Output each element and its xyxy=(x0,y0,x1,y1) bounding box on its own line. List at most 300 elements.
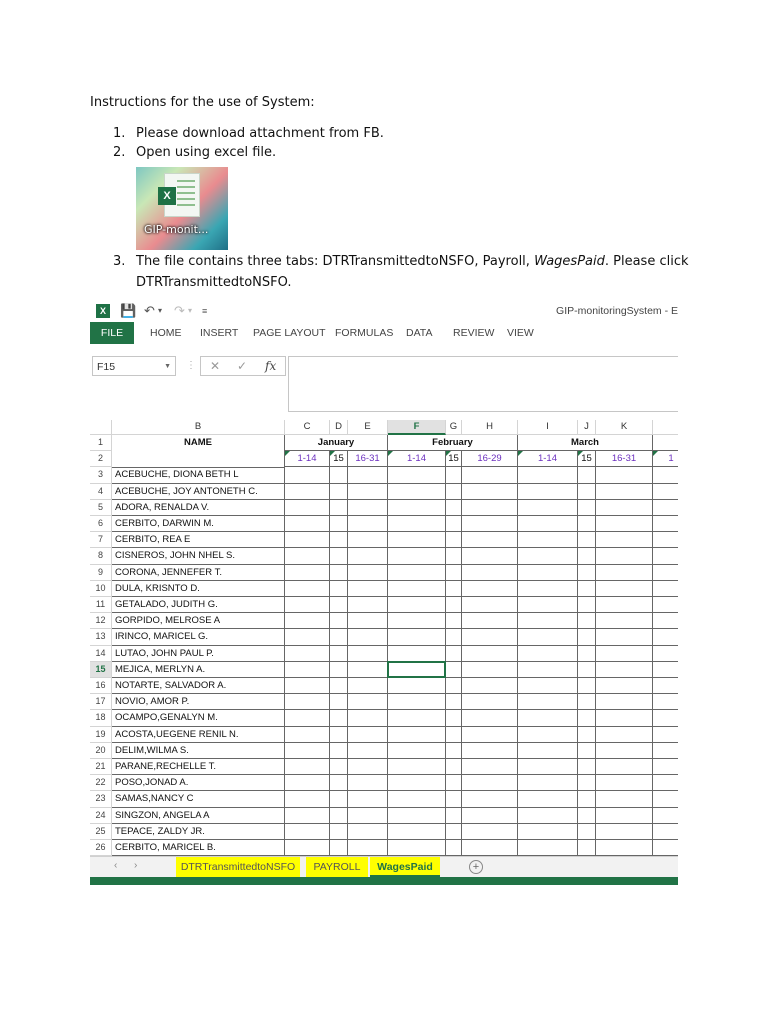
data-cell[interactable] xyxy=(462,710,518,726)
name-cell[interactable]: CERBITO, DARWIN M. xyxy=(112,516,285,532)
data-cell[interactable] xyxy=(596,759,653,775)
data-cell[interactable] xyxy=(462,565,518,581)
row-header[interactable]: 1 xyxy=(90,435,112,451)
data-cell[interactable] xyxy=(285,727,330,743)
data-cell[interactable] xyxy=(653,808,678,824)
name-cell[interactable]: SINGZON, ANGELA A xyxy=(112,808,285,824)
data-cell[interactable] xyxy=(388,629,446,645)
name-cell[interactable]: CERBITO, MARICEL B. xyxy=(112,840,285,856)
customize-toolbar-icon[interactable]: ≡ xyxy=(202,306,208,316)
month-header[interactable]: February xyxy=(388,435,518,451)
data-cell[interactable] xyxy=(446,662,462,678)
data-cell[interactable] xyxy=(578,532,596,548)
row-header[interactable]: 17 xyxy=(90,694,112,710)
data-cell[interactable] xyxy=(285,516,330,532)
data-cell[interactable] xyxy=(596,743,653,759)
data-cell[interactable] xyxy=(348,597,388,613)
data-cell[interactable] xyxy=(348,759,388,775)
chevron-down-icon[interactable]: ▼ xyxy=(164,363,171,370)
data-cell[interactable] xyxy=(446,532,462,548)
data-cell[interactable] xyxy=(388,484,446,500)
period-header[interactable]: 16-31 xyxy=(596,451,653,467)
month-header-partial[interactable] xyxy=(653,435,678,451)
select-all-corner[interactable] xyxy=(90,420,112,435)
enter-icon[interactable]: ✓ xyxy=(237,359,248,373)
data-cell[interactable] xyxy=(596,791,653,807)
row-header[interactable]: 12 xyxy=(90,613,112,629)
data-cell[interactable] xyxy=(596,597,653,613)
row-header[interactable]: 11 xyxy=(90,597,112,613)
column-header-e[interactable]: E xyxy=(348,420,388,435)
data-cell[interactable] xyxy=(653,629,678,645)
ribbon-tab-formulas[interactable]: FORMULAS xyxy=(335,327,394,339)
data-cell[interactable] xyxy=(446,467,462,483)
name-cell[interactable]: CERBITO, REA E xyxy=(112,532,285,548)
data-cell[interactable] xyxy=(653,694,678,710)
ribbon-tab-review[interactable]: REVIEW xyxy=(453,327,495,339)
data-cell[interactable] xyxy=(578,467,596,483)
save-icon[interactable]: 💾 xyxy=(120,303,137,318)
data-cell[interactable] xyxy=(330,678,348,694)
row-header[interactable]: 23 xyxy=(90,791,112,807)
row-header[interactable]: 5 xyxy=(90,500,112,516)
excel-file-thumbnail[interactable] xyxy=(136,167,228,250)
data-cell[interactable] xyxy=(285,613,330,629)
data-cell[interactable] xyxy=(518,662,578,678)
data-cell[interactable] xyxy=(446,500,462,516)
row-header[interactable]: 9 xyxy=(90,565,112,581)
data-cell[interactable] xyxy=(446,710,462,726)
name-cell[interactable]: GETALADO, JUDITH G. xyxy=(112,597,285,613)
row-header[interactable]: 21 xyxy=(90,759,112,775)
data-cell[interactable] xyxy=(518,759,578,775)
data-cell[interactable] xyxy=(596,808,653,824)
column-header-partial[interactable] xyxy=(653,420,678,435)
data-cell[interactable] xyxy=(596,613,653,629)
undo-icon[interactable]: ↶ xyxy=(144,303,155,318)
sheet-tab-dtr[interactable]: DTRTransmittedtoNSFO xyxy=(176,857,300,877)
data-cell[interactable] xyxy=(653,548,678,564)
data-cell[interactable] xyxy=(348,824,388,840)
data-cell[interactable] xyxy=(388,532,446,548)
data-cell[interactable] xyxy=(285,808,330,824)
name-cell[interactable]: CORONA, JENNEFER T. xyxy=(112,565,285,581)
period-header[interactable]: 15 xyxy=(578,451,596,467)
data-cell[interactable] xyxy=(518,824,578,840)
data-cell[interactable] xyxy=(518,532,578,548)
row-header[interactable]: 20 xyxy=(90,743,112,759)
data-cell[interactable] xyxy=(518,565,578,581)
column-header-j[interactable]: J xyxy=(578,420,596,435)
data-cell[interactable] xyxy=(578,791,596,807)
data-cell[interactable] xyxy=(578,808,596,824)
data-cell[interactable] xyxy=(330,824,348,840)
data-cell[interactable] xyxy=(330,646,348,662)
data-cell[interactable] xyxy=(348,629,388,645)
data-cell[interactable] xyxy=(518,775,578,791)
data-cell[interactable] xyxy=(348,775,388,791)
data-cell[interactable] xyxy=(330,467,348,483)
data-cell[interactable] xyxy=(596,565,653,581)
data-cell[interactable] xyxy=(348,808,388,824)
redo-icon[interactable]: ↷ xyxy=(174,303,185,318)
data-cell[interactable] xyxy=(330,532,348,548)
data-cell[interactable] xyxy=(596,467,653,483)
row-header[interactable]: 18 xyxy=(90,710,112,726)
ribbon-tab-page-layout[interactable]: PAGE LAYOUT xyxy=(253,327,326,339)
name-cell[interactable]: OCAMPO,GENALYN M. xyxy=(112,710,285,726)
data-cell[interactable] xyxy=(388,759,446,775)
row-header[interactable]: 3 xyxy=(90,467,112,483)
data-cell[interactable] xyxy=(388,548,446,564)
data-cell[interactable] xyxy=(578,840,596,856)
data-cell[interactable] xyxy=(446,629,462,645)
name-cell[interactable]: DELIM,WILMA S. xyxy=(112,743,285,759)
name-cell[interactable]: NOVIO, AMOR P. xyxy=(112,694,285,710)
data-cell[interactable] xyxy=(285,597,330,613)
name-cell[interactable]: ACEBUCHE, DIONA BETH L xyxy=(112,467,285,483)
sheet-tab-wagespaid[interactable]: WagesPaid xyxy=(370,857,440,877)
data-cell[interactable] xyxy=(518,694,578,710)
data-cell[interactable] xyxy=(330,775,348,791)
data-cell[interactable] xyxy=(348,565,388,581)
data-cell[interactable] xyxy=(518,500,578,516)
data-cell[interactable] xyxy=(388,467,446,483)
period-header[interactable]: 15 xyxy=(330,451,348,467)
data-cell[interactable] xyxy=(518,678,578,694)
data-cell[interactable] xyxy=(285,646,330,662)
column-header-c[interactable]: C xyxy=(285,420,330,435)
data-cell[interactable] xyxy=(462,500,518,516)
data-cell[interactable] xyxy=(578,613,596,629)
data-cell[interactable] xyxy=(518,516,578,532)
row-header[interactable]: 15 xyxy=(90,662,112,678)
row-header[interactable]: 7 xyxy=(90,532,112,548)
period-header[interactable]: 16-29 xyxy=(462,451,518,467)
data-cell[interactable] xyxy=(348,500,388,516)
data-cell[interactable] xyxy=(578,694,596,710)
column-header-h[interactable]: H xyxy=(462,420,518,435)
data-cell[interactable] xyxy=(388,597,446,613)
data-cell[interactable] xyxy=(518,646,578,662)
data-cell[interactable] xyxy=(578,597,596,613)
data-cell[interactable] xyxy=(518,808,578,824)
data-cell[interactable] xyxy=(330,808,348,824)
name-cell[interactable]: LUTAO, JOHN PAUL P. xyxy=(112,646,285,662)
data-cell[interactable] xyxy=(653,613,678,629)
data-cell[interactable] xyxy=(446,548,462,564)
name-cell[interactable]: POSO,JONAD A. xyxy=(112,775,285,791)
data-cell[interactable] xyxy=(446,791,462,807)
data-cell[interactable] xyxy=(330,565,348,581)
data-cell[interactable] xyxy=(388,516,446,532)
row-header[interactable]: 24 xyxy=(90,808,112,824)
redo-dropdown-icon[interactable]: ▾ xyxy=(188,306,193,315)
data-cell[interactable] xyxy=(462,662,518,678)
data-cell[interactable] xyxy=(446,678,462,694)
column-header-g[interactable]: G xyxy=(446,420,462,435)
name-cell[interactable]: DULA, KRISNTO D. xyxy=(112,581,285,597)
data-cell[interactable] xyxy=(578,548,596,564)
data-cell[interactable] xyxy=(653,500,678,516)
data-cell[interactable] xyxy=(578,500,596,516)
data-cell[interactable] xyxy=(518,743,578,759)
data-cell[interactable] xyxy=(330,662,348,678)
data-cell[interactable] xyxy=(653,516,678,532)
data-cell[interactable] xyxy=(518,727,578,743)
data-cell[interactable] xyxy=(462,484,518,500)
data-cell[interactable] xyxy=(462,694,518,710)
ribbon-tab-data[interactable]: DATA xyxy=(406,327,433,339)
data-cell[interactable] xyxy=(518,710,578,726)
data-cell[interactable] xyxy=(330,597,348,613)
data-cell[interactable] xyxy=(348,710,388,726)
data-cell[interactable] xyxy=(446,597,462,613)
data-cell[interactable] xyxy=(462,646,518,662)
data-cell[interactable] xyxy=(653,840,678,856)
data-cell[interactable] xyxy=(285,548,330,564)
data-cell[interactable] xyxy=(462,548,518,564)
data-cell[interactable] xyxy=(462,727,518,743)
data-cell[interactable] xyxy=(348,662,388,678)
data-cell[interactable] xyxy=(446,808,462,824)
data-cell[interactable] xyxy=(285,565,330,581)
data-cell[interactable] xyxy=(285,532,330,548)
data-cell[interactable] xyxy=(518,484,578,500)
name-cell[interactable]: MEJICA, MERLYN A. xyxy=(112,662,285,678)
data-cell[interactable] xyxy=(596,710,653,726)
name-box[interactable] xyxy=(92,356,176,376)
data-cell[interactable] xyxy=(653,727,678,743)
data-cell[interactable] xyxy=(653,467,678,483)
period-header[interactable]: 16-31 xyxy=(348,451,388,467)
data-cell[interactable] xyxy=(518,548,578,564)
name-cell[interactable]: ACEBUCHE, JOY ANTONETH C. xyxy=(112,484,285,500)
data-cell[interactable] xyxy=(518,840,578,856)
row-header[interactable]: 4 xyxy=(90,484,112,500)
data-cell[interactable] xyxy=(348,646,388,662)
data-cell[interactable] xyxy=(578,484,596,500)
period-header[interactable]: 1-14 xyxy=(388,451,446,467)
data-cell[interactable] xyxy=(388,613,446,629)
data-cell[interactable] xyxy=(285,694,330,710)
row-header[interactable]: 26 xyxy=(90,840,112,856)
data-cell[interactable] xyxy=(285,759,330,775)
data-cell[interactable] xyxy=(388,824,446,840)
data-cell[interactable] xyxy=(578,824,596,840)
data-cell[interactable] xyxy=(578,743,596,759)
data-cell[interactable] xyxy=(285,581,330,597)
period-header[interactable]: 15 xyxy=(446,451,462,467)
column-header-k[interactable]: K xyxy=(596,420,653,435)
data-cell[interactable] xyxy=(653,565,678,581)
data-cell[interactable] xyxy=(578,581,596,597)
data-cell[interactable] xyxy=(388,646,446,662)
data-cell[interactable] xyxy=(446,646,462,662)
data-cell[interactable] xyxy=(462,629,518,645)
name-cell[interactable]: ADORA, RENALDA V. xyxy=(112,500,285,516)
data-cell[interactable] xyxy=(330,629,348,645)
data-cell[interactable] xyxy=(285,484,330,500)
row-header[interactable]: 13 xyxy=(90,629,112,645)
data-cell[interactable] xyxy=(596,840,653,856)
data-cell[interactable] xyxy=(388,581,446,597)
data-cell[interactable] xyxy=(330,548,348,564)
data-cell[interactable] xyxy=(330,613,348,629)
data-cell[interactable] xyxy=(285,629,330,645)
data-cell[interactable] xyxy=(578,646,596,662)
row-header[interactable]: 19 xyxy=(90,727,112,743)
data-cell[interactable] xyxy=(462,791,518,807)
data-cell[interactable] xyxy=(462,808,518,824)
data-cell[interactable] xyxy=(518,791,578,807)
name-cell[interactable]: NOTARTE, SALVADOR A. xyxy=(112,678,285,694)
name-cell[interactable]: CISNEROS, JOHN NHEL S. xyxy=(112,548,285,564)
data-cell[interactable] xyxy=(596,629,653,645)
data-cell[interactable] xyxy=(596,775,653,791)
data-cell[interactable] xyxy=(446,727,462,743)
data-cell[interactable] xyxy=(596,727,653,743)
month-header[interactable]: January xyxy=(285,435,388,451)
data-cell[interactable] xyxy=(596,500,653,516)
data-cell[interactable] xyxy=(462,581,518,597)
data-cell[interactable] xyxy=(596,581,653,597)
ribbon-tab-home[interactable]: HOME xyxy=(150,327,182,339)
data-cell[interactable] xyxy=(285,775,330,791)
data-cell[interactable] xyxy=(388,565,446,581)
data-cell[interactable] xyxy=(653,581,678,597)
row-header[interactable]: 6 xyxy=(90,516,112,532)
data-cell[interactable] xyxy=(462,597,518,613)
data-cell[interactable] xyxy=(653,678,678,694)
data-cell[interactable] xyxy=(653,532,678,548)
data-cell[interactable] xyxy=(446,775,462,791)
data-cell[interactable] xyxy=(578,710,596,726)
data-cell[interactable] xyxy=(348,840,388,856)
data-cell[interactable] xyxy=(578,759,596,775)
data-cell[interactable] xyxy=(653,710,678,726)
period-header[interactable]: 1-14 xyxy=(518,451,578,467)
data-cell[interactable] xyxy=(285,791,330,807)
data-cell[interactable] xyxy=(596,548,653,564)
data-cell[interactable] xyxy=(330,516,348,532)
data-cell[interactable] xyxy=(596,662,653,678)
data-cell[interactable] xyxy=(285,710,330,726)
data-cell[interactable] xyxy=(653,775,678,791)
data-cell[interactable] xyxy=(348,467,388,483)
data-cell[interactable] xyxy=(388,727,446,743)
name-cell[interactable]: IRINCO, MARICEL G. xyxy=(112,629,285,645)
row-header[interactable]: 22 xyxy=(90,775,112,791)
data-cell[interactable] xyxy=(348,484,388,500)
data-cell[interactable] xyxy=(388,694,446,710)
data-cell[interactable] xyxy=(285,840,330,856)
period-header[interactable]: 1-14 xyxy=(285,451,330,467)
data-cell[interactable] xyxy=(462,532,518,548)
data-cell[interactable] xyxy=(518,581,578,597)
data-cell[interactable] xyxy=(462,467,518,483)
data-cell[interactable] xyxy=(653,597,678,613)
data-cell[interactable] xyxy=(596,532,653,548)
data-cell[interactable] xyxy=(653,824,678,840)
sheet-tab-payroll[interactable]: PAYROLL xyxy=(306,857,368,877)
data-cell[interactable] xyxy=(388,710,446,726)
data-cell[interactable] xyxy=(285,500,330,516)
data-cell[interactable] xyxy=(388,775,446,791)
data-cell[interactable] xyxy=(446,581,462,597)
ribbon-tab-insert[interactable]: INSERT xyxy=(200,327,239,339)
data-cell[interactable] xyxy=(446,840,462,856)
name-cell[interactable]: PARANE,RECHELLE T. xyxy=(112,759,285,775)
data-cell[interactable] xyxy=(348,791,388,807)
column-header-f[interactable]: F xyxy=(388,420,446,435)
data-cell[interactable] xyxy=(596,646,653,662)
data-cell[interactable] xyxy=(462,840,518,856)
row-header[interactable]: 25 xyxy=(90,824,112,840)
data-cell[interactable] xyxy=(446,743,462,759)
data-cell[interactable] xyxy=(653,646,678,662)
data-cell[interactable] xyxy=(348,727,388,743)
data-cell[interactable] xyxy=(348,548,388,564)
data-cell[interactable] xyxy=(285,743,330,759)
data-cell[interactable] xyxy=(388,840,446,856)
data-cell[interactable] xyxy=(330,710,348,726)
data-cell[interactable] xyxy=(578,678,596,694)
column-header-i[interactable]: I xyxy=(518,420,578,435)
column-header-b[interactable]: B xyxy=(112,420,285,435)
insert-function-icon[interactable]: fx xyxy=(265,359,277,373)
data-cell[interactable] xyxy=(348,516,388,532)
data-cell[interactable] xyxy=(518,467,578,483)
data-cell[interactable] xyxy=(348,743,388,759)
data-cell[interactable] xyxy=(330,743,348,759)
data-cell[interactable] xyxy=(446,516,462,532)
data-cell[interactable] xyxy=(518,613,578,629)
data-cell[interactable] xyxy=(330,484,348,500)
cancel-icon[interactable]: ✕ xyxy=(210,359,221,373)
data-cell[interactable] xyxy=(462,775,518,791)
row-header[interactable]: 8 xyxy=(90,548,112,564)
month-header[interactable]: March xyxy=(518,435,653,451)
name-cell[interactable]: SAMAS,NANCY C xyxy=(112,791,285,807)
data-cell[interactable] xyxy=(578,629,596,645)
undo-dropdown-icon[interactable]: ▾ xyxy=(158,306,163,315)
data-cell[interactable] xyxy=(653,484,678,500)
data-cell[interactable] xyxy=(596,516,653,532)
data-cell[interactable] xyxy=(578,662,596,678)
name-cell[interactable]: TEPACE, ZALDY JR. xyxy=(112,824,285,840)
name-header[interactable]: NAME xyxy=(112,435,285,468)
data-cell[interactable] xyxy=(330,840,348,856)
data-cell[interactable] xyxy=(446,484,462,500)
data-cell[interactable] xyxy=(348,532,388,548)
data-cell[interactable] xyxy=(285,824,330,840)
data-cell[interactable] xyxy=(518,629,578,645)
data-cell[interactable] xyxy=(446,694,462,710)
data-cell[interactable] xyxy=(330,694,348,710)
data-cell[interactable] xyxy=(596,484,653,500)
row-header[interactable]: 10 xyxy=(90,581,112,597)
formula-bar[interactable] xyxy=(288,356,678,412)
ribbon-tab-view[interactable]: VIEW xyxy=(507,327,534,339)
data-cell[interactable] xyxy=(330,791,348,807)
data-cell[interactable] xyxy=(330,727,348,743)
data-cell[interactable] xyxy=(596,678,653,694)
data-cell[interactable] xyxy=(462,824,518,840)
data-cell[interactable] xyxy=(462,743,518,759)
row-header[interactable]: 2 xyxy=(90,451,112,467)
data-cell[interactable] xyxy=(446,759,462,775)
